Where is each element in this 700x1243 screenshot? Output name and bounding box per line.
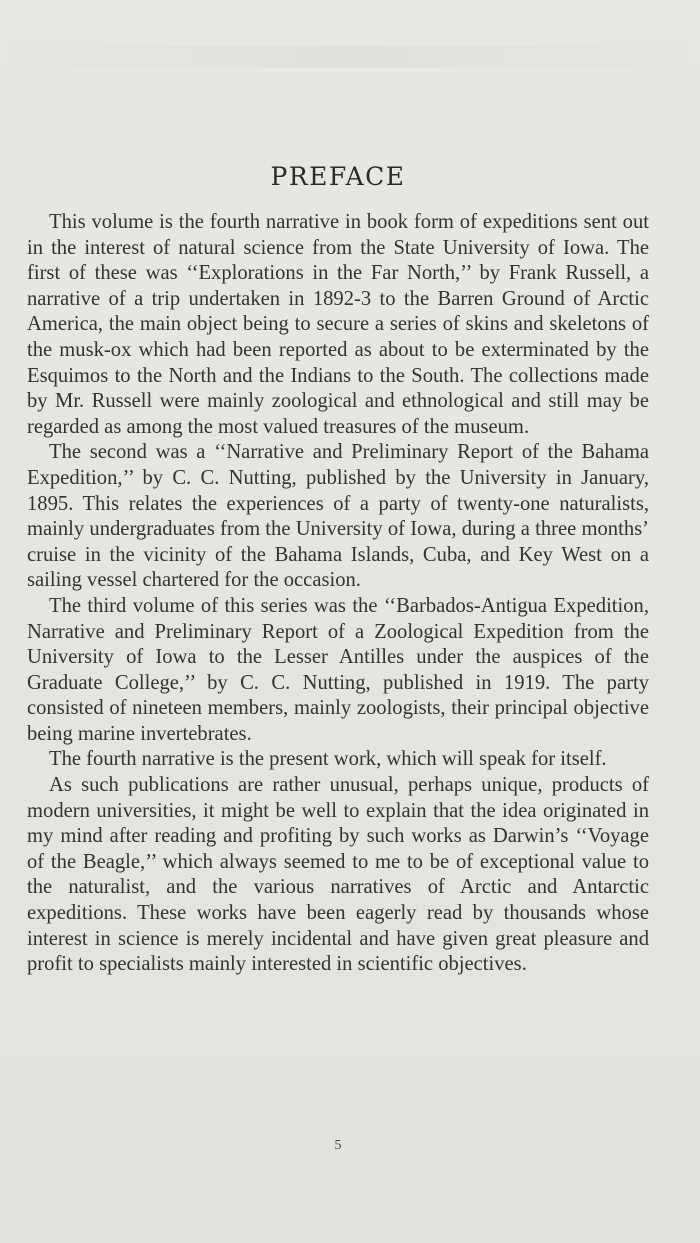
page-title: PREFACE xyxy=(270,162,406,191)
paragraph: As such publications are rather unusual, perhaps unique, products of modern universities, it might be well to explain that the idea originated in my mind after reading and profiting by such works as Darwin’s ‘‘Voyage of the Beagle,’’ which always seemed to me to be of exceptional value to the naturalist, and the various narratives of Arctic and Antarctic expeditions. These works have been eagerly read by thousands whose interest in science is merely incidental and have given great pleasure and profit to specialists mainly interested in scientific objectives. xyxy=(27,774,649,976)
body-text xyxy=(27,210,649,978)
paragraph: This volume is the fourth narrative in book form of expeditions sent out in the interest of natural science from the State University of Iowa. The first of these was ‘‘Explorations in the Far North,’’ by Frank Russell, a narrative of a trip undertaken in 1892-3 to the Barren Ground of Arctic America, the main object being to secure a series of skins and skeletons of the musk-ox which had been reported as about to be exterminated by the Esquimos to the North and the Indians to the South. The collections made by Mr. Russell were mainly zoological and ethnological and still may be regarded as among the most valued treasures of the museum. xyxy=(27,211,649,438)
show-through-band xyxy=(0,46,700,68)
page-number: 5 xyxy=(334,1138,342,1153)
paragraph: The third volume of this series was the ‘‘Barbados-Antigua Expedition, Narrative and Preliminary Report of a Zoological Expedition from the University of Iowa to the Lesser Antilles under the auspices of the Graduate College,’’ by C. C. Nutting, published in 1919. The party consisted of nineteen members, mainly zoologists, their principal objective being marine invertebrates. xyxy=(27,594,649,745)
paragraph: The second was a ‘‘Narrative and Preliminary Report of the Bahama Expedition,’’ by C. C. Nutting, published by the University in January, 1895. This relates the experiences of a party of twenty-one naturalists, mainly undergraduates from the University of Iowa, during a three months’ cruise in the vicinity of the Bahama Islands, Cuba, and Key West on a sailing vessel chartered for the occasion. xyxy=(27,441,649,592)
paragraph: The fourth narrative is the present work, which will speak for itself. xyxy=(49,748,607,771)
